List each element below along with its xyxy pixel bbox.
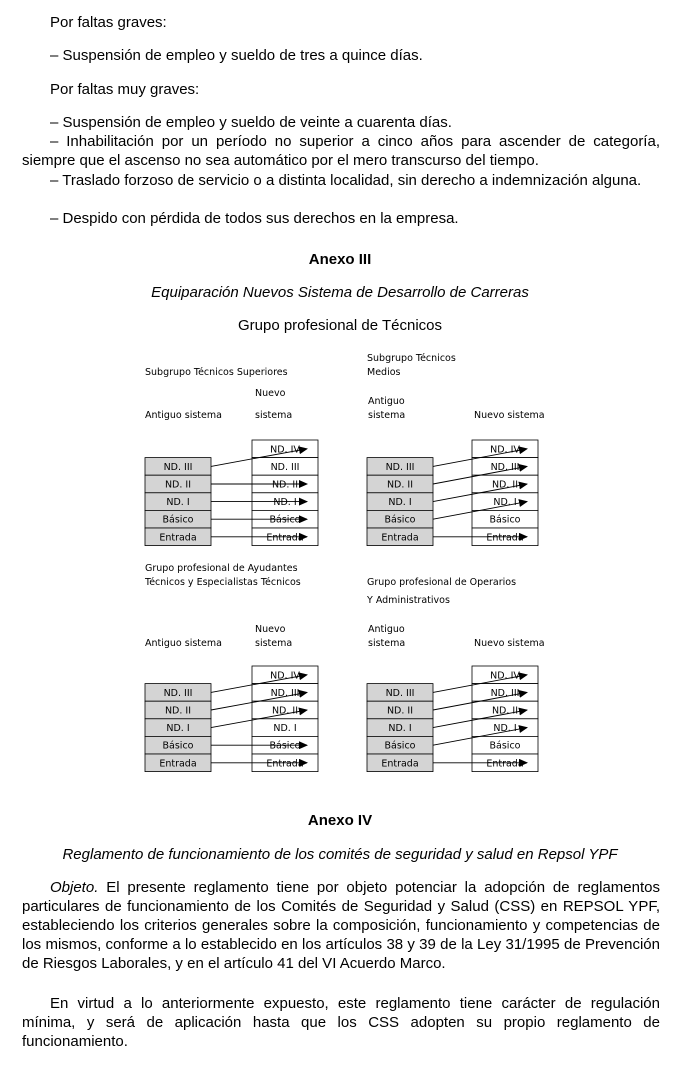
new-system-header: Nuevo: [255, 624, 286, 635]
paragraph: Por faltas graves:: [50, 14, 167, 31]
list-item: – Suspensión de empleo y sueldo de veinte a cuarenta días.: [50, 114, 452, 131]
annex-title: Anexo IV: [307, 812, 373, 829]
old-system-label: Entrada: [381, 758, 419, 770]
diagram-title: Grupo profesional de Ayudantes: [145, 563, 298, 574]
new-system-header: Nuevo sistema: [474, 638, 545, 649]
diagram-title: Y Administrativos: [367, 595, 450, 606]
objeto-label: Objeto.: [50, 879, 99, 896]
new-system-label: ND. IV: [270, 670, 300, 682]
new-system-label: ND. III: [490, 687, 520, 699]
old-system-label: Entrada: [381, 532, 419, 544]
new-system-label: Básico: [269, 740, 301, 752]
new-system-label: ND. I: [493, 497, 517, 509]
old-system-label: Básico: [162, 740, 194, 752]
old-system-label: ND. II: [386, 479, 414, 491]
new-system-label: ND. III: [270, 687, 300, 699]
new-system-label: ND. IV: [490, 670, 520, 682]
old-system-label: Básico: [384, 514, 416, 526]
group-title: Grupo profesional de Técnicos: [237, 317, 442, 334]
old-system-header: Antiguo: [368, 396, 405, 407]
annex-title: Anexo III: [308, 251, 372, 268]
old-system-label: Entrada: [159, 758, 197, 770]
new-system-label: Entrada: [486, 758, 524, 770]
new-system-label: Básico: [269, 514, 301, 526]
old-system-header: sistema: [368, 410, 406, 421]
old-system-header: Antiguo sistema: [145, 638, 222, 649]
old-system-label: Básico: [162, 514, 194, 526]
new-system-label: ND. II: [271, 479, 299, 491]
new-system-label: ND. IV: [270, 444, 300, 456]
old-system-header: sistema: [368, 638, 406, 649]
annex-subtitle: Reglamento de funcionamiento de los comités de seguridad y salud en Repsol YPF: [62, 846, 618, 863]
list-item: – Suspensión de empleo y sueldo de tres a quince días.: [50, 47, 423, 64]
new-system-label: ND. I: [273, 723, 297, 735]
old-system-label: ND. I: [166, 497, 190, 509]
new-system-header: sistema: [255, 410, 293, 421]
diagram-title: Grupo profesional de Operarios: [367, 577, 517, 588]
paragraph: [22, 878, 660, 973]
new-system-label: Entrada: [486, 532, 524, 544]
new-system-header: Nuevo sistema: [474, 410, 545, 421]
annex-subtitle: Equiparación Nuevos Sistema de Desarrollo de Carreras: [151, 284, 529, 301]
old-system-label: ND. III: [385, 461, 415, 473]
old-system-label: ND. II: [164, 479, 192, 491]
old-system-label: ND. III: [385, 687, 415, 699]
list-item: – Traslado forzoso de servicio o a distinta localidad, sin derecho a indemnización alguna.: [50, 172, 642, 189]
diagram-title: Subgrupo Técnicos Superiores: [145, 367, 288, 378]
new-system-label: ND. III: [490, 461, 520, 473]
new-system-label: Básico: [489, 514, 521, 526]
new-system-label: Básico: [489, 740, 521, 752]
new-system-label: ND. III: [270, 461, 300, 473]
old-system-header: Antiguo sistema: [145, 410, 222, 421]
new-system-header: Nuevo: [255, 388, 286, 399]
new-system-label: ND. I: [273, 497, 297, 509]
old-system-label: ND. I: [388, 497, 412, 509]
old-system-label: ND. II: [386, 705, 414, 717]
diagram-title: Técnicos y Especialistas Técnicos: [145, 577, 301, 588]
old-system-label: Básico: [384, 740, 416, 752]
new-system-label: ND. I: [493, 723, 517, 735]
paragraph: Por faltas muy graves:: [50, 81, 200, 98]
paragraph: En virtud a lo anteriormente expuesto, este reglamento tiene carácter de regulación mínima, y será de aplicación hasta que los CSS adopten su propio reglamento de funcionamiento.: [22, 995, 660, 1050]
new-system-label: ND. II: [491, 705, 519, 717]
new-system-label: Entrada: [266, 758, 304, 770]
old-system-label: ND. II: [164, 705, 192, 717]
new-system-label: ND. IV: [490, 444, 520, 456]
new-system-header: sistema: [255, 638, 293, 649]
old-system-label: ND. III: [163, 687, 193, 699]
old-system-label: ND. III: [163, 461, 193, 473]
old-system-label: ND. I: [388, 723, 412, 735]
old-system-label: Entrada: [159, 532, 197, 544]
list-item: – Despido con pérdida de todos sus derechos en la empresa.: [50, 210, 459, 227]
new-system-label: ND. II: [271, 705, 299, 717]
diagram-title: Subgrupo Técnicos: [367, 353, 456, 364]
new-system-label: ND. II: [491, 479, 519, 491]
old-system-header: Antiguo: [368, 624, 405, 635]
diagram-title: Medios: [367, 367, 401, 378]
new-system-label: Entrada: [266, 532, 304, 544]
old-system-label: ND. I: [166, 723, 190, 735]
objeto-text: El presente reglamento tiene por objeto potenciar la adopción de reglamentos particulares de funcionamiento de los Comités de Seguridad y Salud (CSS) en REPSOL YPF, estableciendo los criterios generales sobre la composición, funcionamiento y competencias de los mismos, conforme a lo establecido en los artículos 38 y 39 de la Ley 31/1995 de Prevención de Riesgos Laborales, y en el artículo 41 del VI Acuerdo Marco.: [22, 879, 660, 972]
list-item: – Inhabilitación por un período no superior a cinco años para ascender de categoría, siempre que el ascenso no sea automático por el mero transcurso del tiempo.: [22, 133, 660, 169]
